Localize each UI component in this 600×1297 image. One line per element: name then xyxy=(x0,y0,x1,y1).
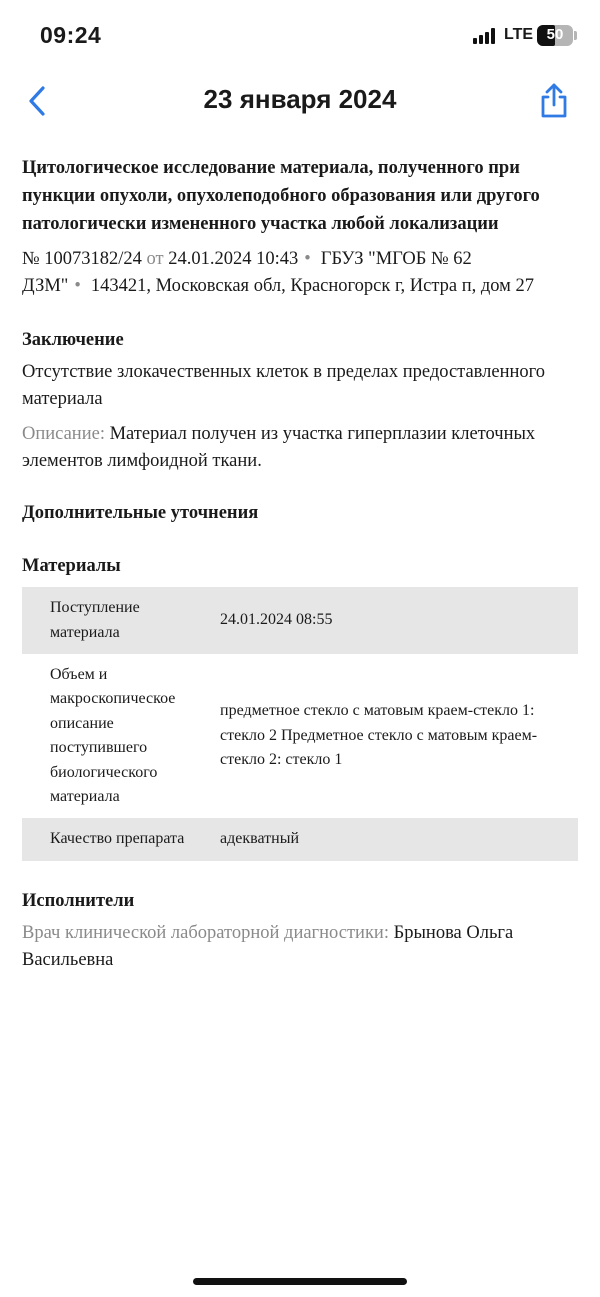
description-label: Описание: xyxy=(22,424,105,444)
battery-percentage: 50 xyxy=(546,26,564,43)
executors-heading: Исполнители xyxy=(22,891,135,911)
conclusion-text: Отсутствие злокачественных клеток в пределах предоставленного материала xyxy=(22,362,546,409)
executor-entry xyxy=(22,920,578,974)
materials-table xyxy=(22,587,578,861)
additional-heading: Дополнительные уточнения xyxy=(22,503,259,523)
row-value: 24.01.2024 08:55 xyxy=(220,611,333,629)
separator-dot: • xyxy=(74,276,81,296)
row-label: Поступление материала xyxy=(50,599,140,641)
separator-dot: • xyxy=(304,249,311,269)
share-button[interactable] xyxy=(536,82,572,120)
status-bar xyxy=(0,0,600,70)
materials-heading: Материалы xyxy=(22,556,121,576)
battery-icon xyxy=(537,25,573,46)
share-icon xyxy=(536,82,572,120)
signal-strength-icon xyxy=(473,28,499,44)
organization-name: ГБУЗ "МГОБ № 62 ДЗМ" xyxy=(22,249,472,296)
navigation-header xyxy=(0,70,600,130)
executors-section xyxy=(22,891,578,974)
executor-name: Брынова Ольга Васильевна xyxy=(22,923,514,970)
conclusion-heading: Заключение xyxy=(22,330,124,350)
page-title: 23 января 2024 xyxy=(203,84,397,114)
study-details xyxy=(22,154,578,974)
study-title: Цитологическое исследование материала, полученного при пункции опухоли, опухолеподобного образования или другого патологически измененного участка любой локализации xyxy=(22,158,540,234)
battery-cap xyxy=(574,31,577,40)
status-time: 09:24 xyxy=(40,22,102,48)
executor-role: Врач клинической лабораторной диагностики: xyxy=(22,923,389,943)
study-datetime: 24.01.2024 10:43 xyxy=(168,249,299,269)
from-label: от xyxy=(146,249,164,269)
home-indicator[interactable] xyxy=(193,1278,407,1285)
materials-section xyxy=(22,556,578,861)
table-row xyxy=(22,654,578,818)
study-number: № 10073182/24 xyxy=(22,249,142,269)
organization-address: 143421, Московская обл, Красногорск г, Истра п, дом 27 xyxy=(90,276,535,296)
conclusion-section xyxy=(22,330,578,475)
table-row xyxy=(22,818,578,861)
table-row xyxy=(22,587,578,654)
additional-section xyxy=(22,503,578,524)
network-type: LTE xyxy=(504,26,534,43)
row-value: предметное стекло с матовым краем-стекло 1: стекло 2 Предметное стекло с матовым краем-стекло 2: стекло 1 xyxy=(220,702,538,769)
row-value: адекватный xyxy=(220,830,300,848)
description-text: Материал получен из участка гиперплазии клеточных элементов лимфоидной ткани. xyxy=(22,424,536,471)
row-label: Качество препарата xyxy=(50,830,185,848)
study-meta xyxy=(22,246,578,300)
conclusion-description xyxy=(22,421,578,475)
row-label: Объем и макроскопическое описание поступившего биологического материала xyxy=(50,665,176,805)
